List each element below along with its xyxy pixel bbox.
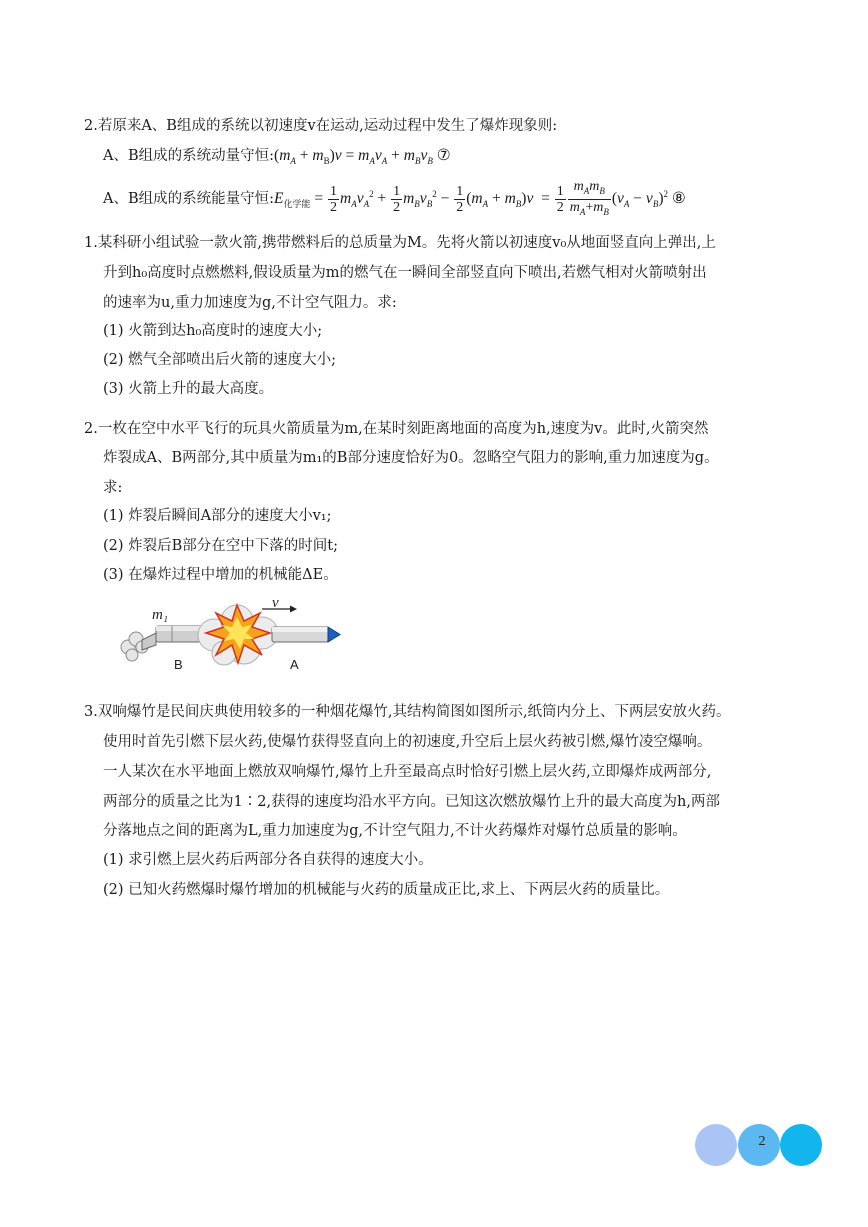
problem-1-line-1: 1.某科研小组试验一款火箭,携带燃料后的总质量为M。先将火箭以初速度v₀从地面竖直向上弹出,上 — [84, 235, 716, 251]
section-heading: 2.若原来A、B组成的系统以初速度v在运动,运动过程中发生了爆炸现象则: — [84, 118, 558, 134]
problem-3-line-1: 3.双响爆竹是民间庆典使用较多的一种烟花爆竹,其结构简图如图所示,纸筒内分上、下两层安放火药。 — [84, 704, 731, 720]
label-m1: m₁ — [152, 607, 169, 623]
problem-2-line-1: 2.一枚在空中水平飞行的玩具火箭质量为m,在某时刻距离地面的高度为h,速度为v。此时,火箭突然 — [84, 421, 709, 437]
problem-2-part-3: (3) 在爆炸过程中增加的机械能ΔE。 — [103, 567, 338, 583]
problem-2-part-2: (2) 炸裂后B部分在空中下落的时间t; — [103, 538, 339, 554]
problem-2-line-3: 求: — [103, 480, 123, 496]
rocket-part-a — [272, 627, 340, 642]
label-v: v — [272, 595, 279, 611]
problem-2-line-2: 炸裂成A、B两部分,其中质量为m₁的B部分速度恰好为0。忽略空气阻力的影响,重力加速度为g。 — [103, 450, 719, 466]
problem-3-part-1: (1) 求引燃上层火药后两部分各自获得的速度大小。 — [103, 852, 433, 868]
label-b: B — [174, 657, 183, 672]
problem-1-part-1: (1) 火箭到达h₀高度时的速度大小; — [103, 323, 323, 339]
problem-3-line-5: 分落地点之间的距离为L,重力加速度为g,不计空气阻力,不计火药爆炸对爆竹总质量的影响。 — [103, 823, 687, 839]
energy-formula: $E_{化学能}$ = $\frac{1}{2}$ $m_Av_A^2$ + $\frac{1}{2}$ $m_Bv_B^2$ − $\frac{1}{2}$ $(m_A + m_B)v$ = $\frac{1}{2}$ $\frac{m_Am_B}{m_A+m_B}$ $(v_A - v_B)^2$ ⑧ — [274, 179, 686, 217]
problem-3-line-3: 一人某次在水平地面上燃放双响爆竹,爆竹上升至最高点时恰好引燃上层火药,立即爆炸成两部分, — [103, 764, 712, 780]
problem-2-part-1: (1) 炸裂后瞬间A部分的速度大小v₁; — [103, 508, 332, 524]
energy-equation — [103, 177, 686, 221]
momentum-formula: $(m_A + m_B)v = m_Av_A + m_Bv_B$ ⑦ — [274, 147, 451, 167]
energy-label: A、B组成的系统能量守恒: — [103, 191, 275, 208]
footer-circle-left — [695, 1124, 737, 1166]
problem-3-part-2: (2) 已知火药燃爆时爆竹增加的机械能与火药的质量成正比,求上、下两层火药的质量比。 — [103, 882, 670, 898]
rocket-explosion-figure — [112, 595, 352, 675]
momentum-equation — [103, 146, 451, 171]
problem-1-part-2: (2) 燃气全部喷出后火箭的速度大小; — [103, 352, 337, 368]
problem-3-line-4: 两部分的质量之比为1∶2,获得的速度均沿水平方向。已知这次燃放爆竹上升的最大高度为h,两部 — [103, 794, 721, 810]
problem-3-line-2: 使用时首先引燃下层火药,使爆竹获得竖直向上的初速度,升空后上层火药被引燃,爆竹凌空爆响。 — [103, 734, 712, 750]
page-number: 2 — [758, 1134, 766, 1149]
problem-1-line-3: 的速率为u,重力加速度为g,不计空气阻力。求: — [103, 295, 397, 311]
momentum-label: A、B组成的系统动量守恒: — [103, 148, 275, 164]
footer-circle-right — [780, 1124, 822, 1166]
problem-1-line-2: 升到h₀高度时点燃燃料,假设质量为m的燃气在一瞬间全部竖直向下喷出,若燃气相对火箭喷射出 — [103, 265, 707, 281]
problem-1-part-3: (3) 火箭上升的最大高度。 — [103, 381, 274, 397]
label-a: A — [290, 657, 299, 672]
